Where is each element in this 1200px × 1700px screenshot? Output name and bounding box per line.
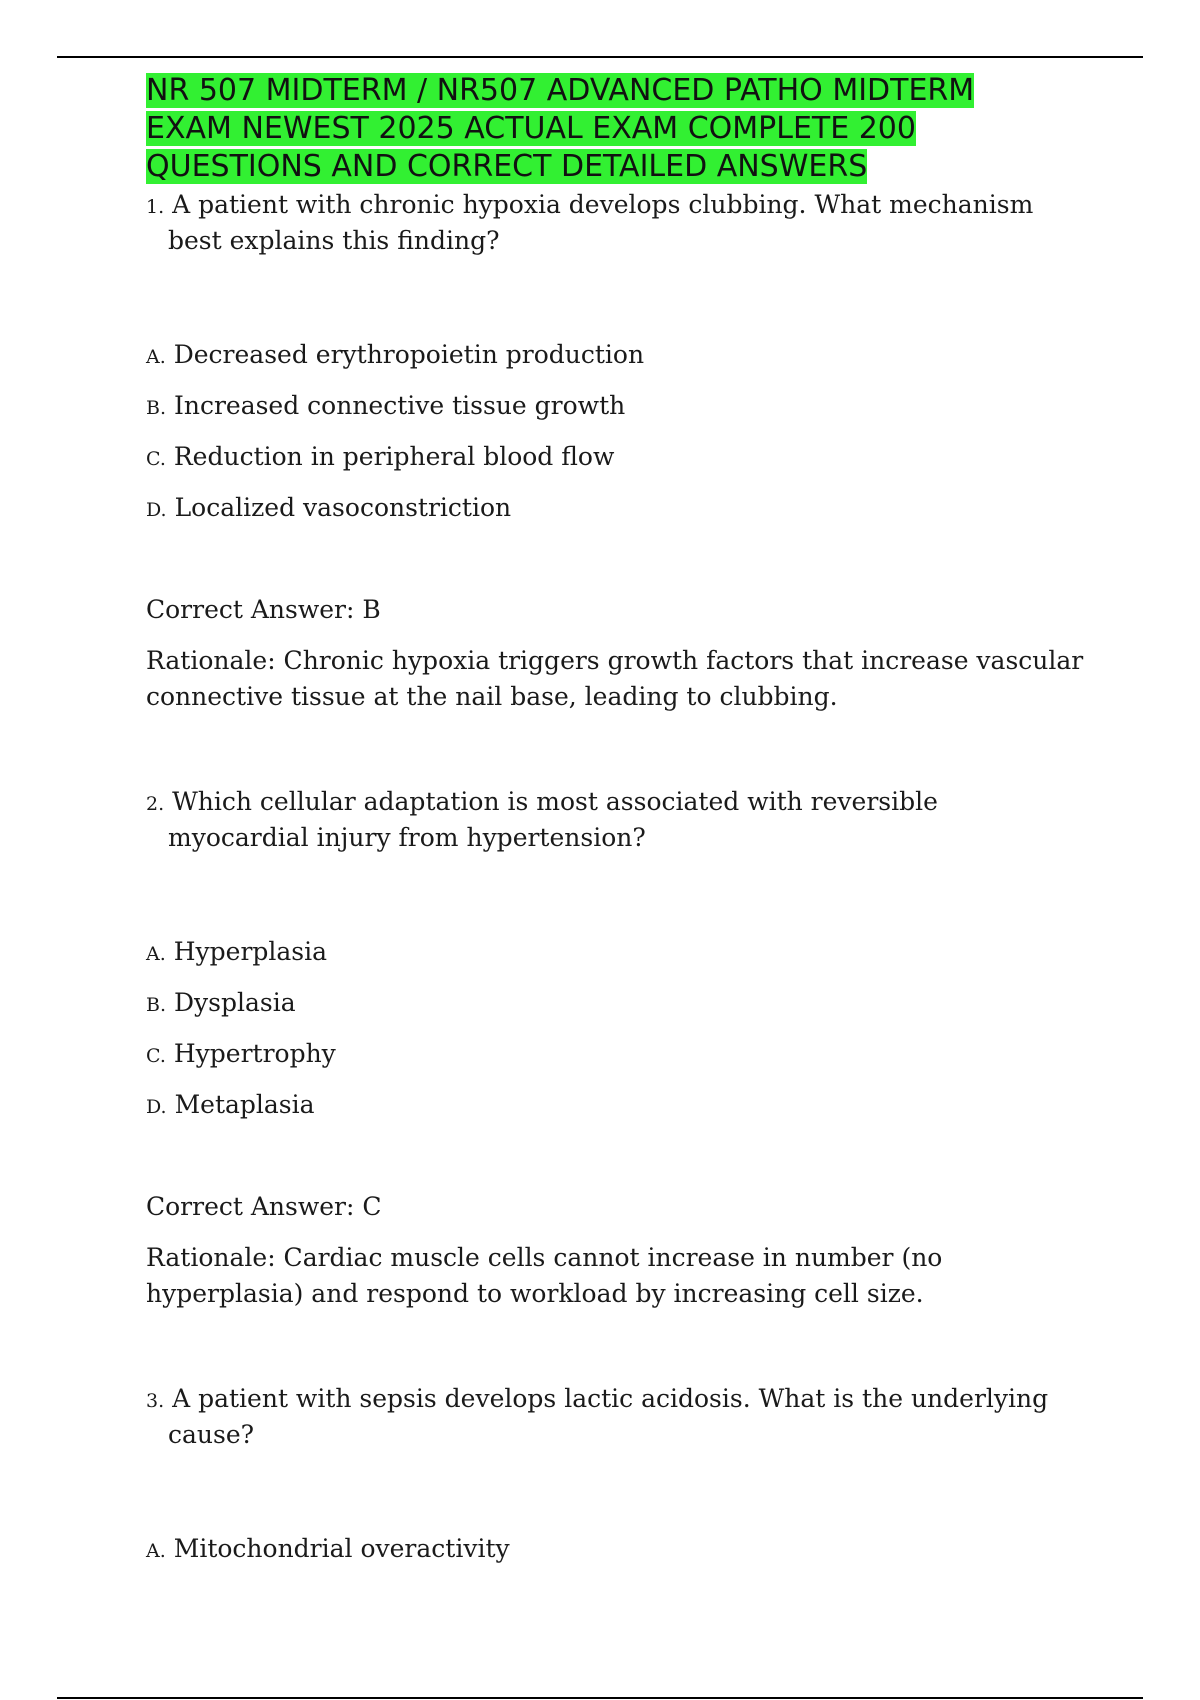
option-c [146,1037,1086,1088]
option-text: Increased connective tissue growth [173,391,626,420]
question-stem: A patient with chronic hypoxia develops clubbing. What mechanism best explains this finding? [168,190,1034,255]
option-a [146,1532,1086,1583]
document-title [146,72,1086,186]
option-d [146,1088,1086,1139]
title-line-2: EXAM NEWEST 2025 ACTUAL EXAM COMPLETE 200 [146,111,916,146]
question-stem: Which cellular adaptation is most associated with reversible myocardial injury from hypertension? [168,787,938,852]
option-letter: B. [146,397,167,419]
top-rule [57,56,1143,58]
question-3 [146,1382,1086,1583]
question-text [146,785,1086,854]
option-text: Hypertrophy [173,1039,336,1068]
question-2 [146,785,1086,1312]
option-letter: D. [146,1096,167,1118]
option-c [146,440,1086,491]
option-text: Hyperplasia [173,937,328,966]
option-text: Localized vasoconstriction [174,493,512,522]
option-letter: A. [146,346,166,368]
question-number: 1. [146,196,165,218]
question-text [146,188,1086,257]
document-body [146,72,1086,1583]
question-text [146,1382,1086,1451]
option-letter: A. [146,943,166,965]
option-letter: A. [146,1540,166,1562]
option-list [146,338,1086,542]
option-d [146,491,1086,542]
option-a [146,338,1086,389]
option-letter: B. [146,994,167,1016]
question-number: 2. [146,793,165,815]
option-letter: C. [146,448,166,470]
option-letter: C. [146,1045,166,1067]
title-line-3: QUESTIONS AND CORRECT DETAILED ANSWERS [146,149,868,184]
option-text: Mitochondrial overactivity [173,1534,510,1563]
question-number: 3. [146,1390,165,1412]
title-line-1: NR 507 MIDTERM / NR507 ADVANCED PATHO MIDTERM [146,73,975,108]
rationale: Rationale: Cardiac muscle cells cannot increase in number (no hyperplasia) and respond to workload by increasing cell size. [146,1243,943,1308]
option-text: Decreased erythropoietin production [173,340,645,369]
bottom-rule [57,1697,1143,1699]
question-stem: A patient with sepsis develops lactic acidosis. What is the underlying cause? [168,1384,1049,1449]
option-letter: D. [146,499,167,521]
correct-answer: Correct Answer: C [146,1192,382,1221]
option-list [146,935,1086,1139]
option-text: Metaplasia [174,1090,315,1119]
option-list [146,1532,1086,1583]
option-text: Reduction in peripheral blood flow [173,442,615,471]
rationale: Rationale: Chronic hypoxia triggers growth factors that increase vascular connective tissue at the nail base, leading to clubbing. [146,646,1084,711]
option-text: Dysplasia [173,988,296,1017]
option-b [146,389,1086,440]
question-1 [146,188,1086,715]
option-a [146,935,1086,986]
correct-answer: Correct Answer: B [146,595,381,624]
option-b [146,986,1086,1037]
